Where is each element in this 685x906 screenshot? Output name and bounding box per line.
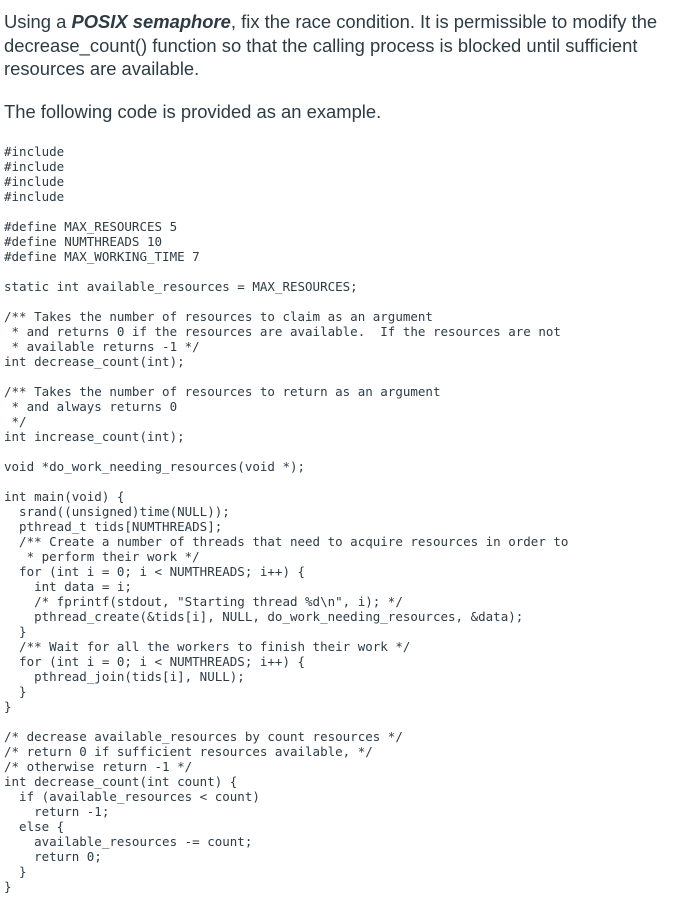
intro-text-before: Using a bbox=[4, 11, 72, 32]
code-line: /** Takes the number of resources to claim as an argument bbox=[4, 309, 433, 324]
code-line: * perform their work */ bbox=[4, 549, 200, 564]
code-line: available_resources -= count; bbox=[4, 834, 253, 849]
code-line: return 0; bbox=[4, 849, 102, 864]
code-line: /* return 0 if sufficient resources available, */ bbox=[4, 744, 373, 759]
code-line: return -1; bbox=[4, 804, 110, 819]
code-line: int data = i; bbox=[4, 579, 132, 594]
code-line: } bbox=[4, 864, 27, 879]
document-page bbox=[4, 10, 682, 894]
code-line bbox=[4, 204, 682, 219]
code-line: static int available_resources = MAX_RESOURCES; bbox=[4, 279, 358, 294]
code-line bbox=[4, 264, 682, 279]
code-line: } bbox=[4, 624, 27, 639]
code-line bbox=[4, 294, 682, 309]
code-line: /** Takes the number of resources to return as an argument bbox=[4, 384, 441, 399]
code-line: #define MAX_WORKING_TIME 7 bbox=[4, 249, 200, 264]
code-line: /* fprintf(stdout, "Starting thread %d\n", i); */ bbox=[4, 594, 403, 609]
posix-semaphore-emphasis: POSIX semaphore bbox=[71, 11, 231, 32]
code-line bbox=[4, 714, 682, 729]
code-line: #include bbox=[4, 159, 65, 174]
code-line: #define MAX_RESOURCES 5 bbox=[4, 219, 178, 234]
code-line: } bbox=[4, 699, 12, 714]
code-line: * and returns 0 if the resources are available. If the resources are not bbox=[4, 324, 561, 339]
code-line: pthread_t tids[NUMTHREADS]; bbox=[4, 519, 223, 534]
code-block bbox=[4, 144, 682, 894]
code-line: int main(void) { bbox=[4, 489, 125, 504]
code-line: int increase_count(int); bbox=[4, 429, 185, 444]
code-line: } bbox=[4, 684, 27, 699]
code-line: srand((unsigned)time(NULL)); bbox=[4, 504, 230, 519]
code-line bbox=[4, 474, 682, 489]
code-line: /** Create a number of threads that need to acquire resources in order to bbox=[4, 534, 569, 549]
code-line: int decrease_count(int); bbox=[4, 354, 185, 369]
intro-text-after: , fix the race condition. It is permissible to modify the decrease_count() function so that the calling process is blocked until sufficient resources are available. bbox=[4, 11, 658, 79]
intro-paragraph bbox=[4, 10, 682, 81]
example-caption: The following code is provided as an example. bbox=[4, 100, 382, 122]
code-line: */ bbox=[4, 414, 27, 429]
code-line: int decrease_count(int count) { bbox=[4, 774, 238, 789]
code-line: #include bbox=[4, 174, 65, 189]
code-line: else { bbox=[4, 819, 65, 834]
code-line: } bbox=[4, 879, 12, 894]
code-line: pthread_create(&tids[i], NULL, do_work_needing_resources, &data); bbox=[4, 609, 524, 624]
code-line: #include bbox=[4, 144, 65, 159]
code-line: /** Wait for all the workers to finish their work */ bbox=[4, 639, 411, 654]
code-line bbox=[4, 444, 682, 459]
code-line: #include bbox=[4, 189, 65, 204]
code-line: void *do_work_needing_resources(void *); bbox=[4, 459, 306, 474]
code-line: /* decrease available_resources by count resources */ bbox=[4, 729, 403, 744]
code-line: * and always returns 0 bbox=[4, 399, 178, 414]
code-line bbox=[4, 369, 682, 384]
code-line: pthread_join(tids[i], NULL); bbox=[4, 669, 245, 684]
code-line: #define NUMTHREADS 10 bbox=[4, 234, 163, 249]
code-line: for (int i = 0; i < NUMTHREADS; i++) { bbox=[4, 564, 306, 579]
code-line: for (int i = 0; i < NUMTHREADS; i++) { bbox=[4, 654, 306, 669]
code-line: if (available_resources < count) bbox=[4, 789, 260, 804]
code-line: /* otherwise return -1 */ bbox=[4, 759, 193, 774]
code-line: * available returns -1 */ bbox=[4, 339, 200, 354]
